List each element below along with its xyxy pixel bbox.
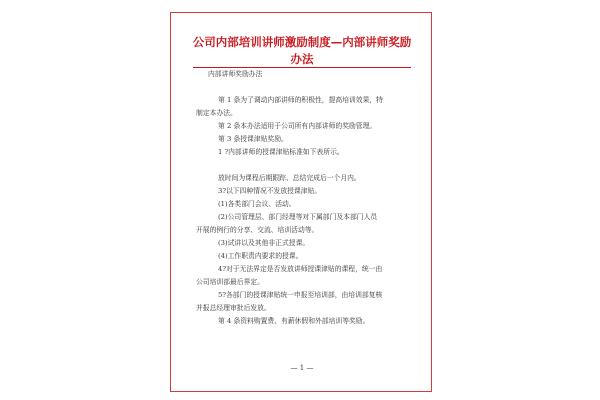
paragraph-case-4: (4)工作职责内要求的授课。 [218, 252, 303, 260]
document-subtitle: 内部讲师奖励办法 [208, 70, 263, 78]
paragraph-article-3: 第 3 条授课津贴奖励。 [218, 135, 288, 143]
paragraph-case-2: (2)公司管理层、部门经理等对下属部门及本部门人员 [218, 213, 378, 221]
paragraph-article-2: 第 2 条本办法适用于公司所有内部讲师的奖励管理。 [218, 122, 377, 130]
paragraph-release-time: 放时间为课程后期跟踪、总结完成后一个月内。 [218, 174, 361, 182]
paragraph-article-4: 第 4 条资料购置费、有薪休假和外部培训等奖励。 [218, 317, 370, 325]
paragraph-item-1: 1 ?内部讲师的授课津贴标准如下表所示。 [218, 148, 344, 156]
paragraph-item-5-cont: 并报总经理审批后发放。 [196, 304, 271, 312]
paragraph-item-4-cont: 公司培训部最后界定。 [196, 278, 264, 286]
page-number: — 1 — [290, 364, 314, 372]
paragraph-item-3: 3?以下四种情况不发放授课津贴。 [218, 187, 322, 195]
blank-line [196, 81, 410, 94]
paragraph-case-3: (3)试讲以及其他非正式授课。 [218, 239, 310, 247]
document-body [196, 68, 410, 328]
blank-line [196, 159, 410, 172]
document-title: 公司内部培训讲师激励制度—内部讲师奖励办法 [192, 35, 412, 66]
paragraph-article-1-cont: 制定本办法。 [196, 109, 237, 117]
paragraph-article-1: 第 1 条为了调动内部讲师的积极性，提高培训效果，特 [218, 96, 383, 104]
paragraph-item-4: 4?对于无法界定是否发放讲师授课津贴的课程，统一由 [218, 265, 383, 273]
paragraph-item-5: 5?各部门的授课津贴统一申报至培训部，由培训部复核 [218, 291, 383, 299]
paragraph-case-2-cont: 开展的例行的分享、交流、培训活动等。 [196, 226, 319, 234]
paragraph-case-1: (1)各类部门会议、活动。 [218, 200, 296, 208]
